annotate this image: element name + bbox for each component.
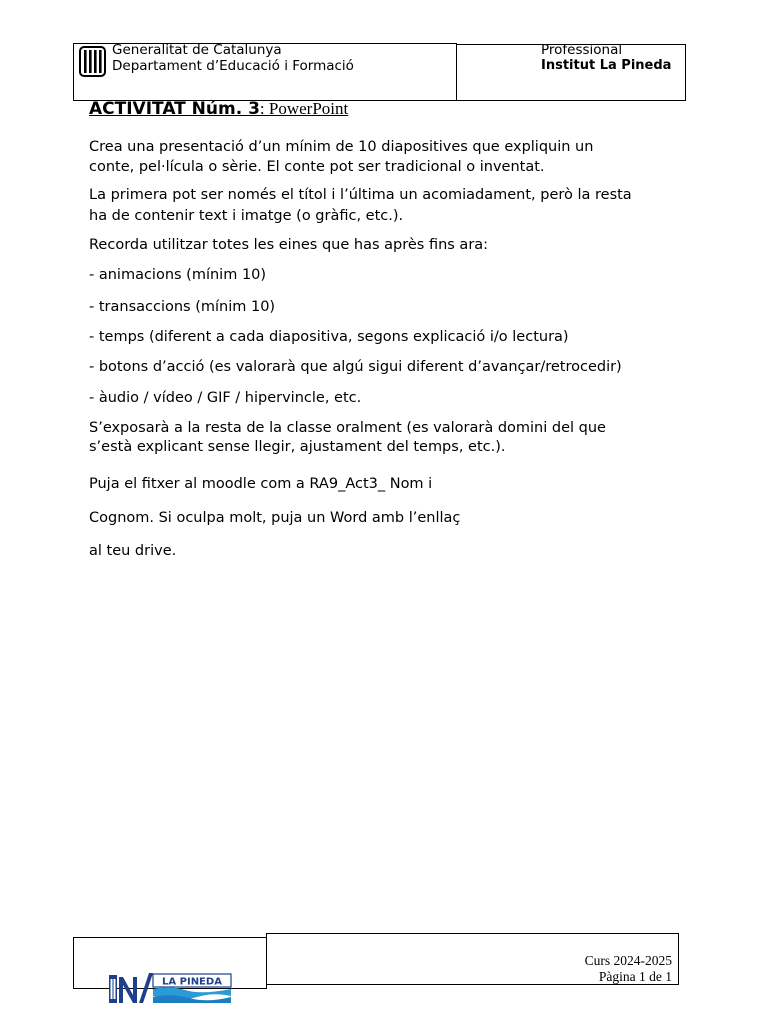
- paragraph-2-line-1: La primera pot ser només el títol i l’última un acomiadament, però la resta: [89, 187, 632, 203]
- list-item: - transaccions (mínim 10): [89, 299, 276, 315]
- paragraph-7: al teu drive.: [89, 543, 177, 559]
- list-item: - animacions (mínim 10): [89, 267, 267, 283]
- paragraph-1-line-2: conte, pel·lícula o sèrie. El conte pot ser tradicional o inventat.: [89, 159, 545, 175]
- header-institute: Institut La Pineda: [541, 58, 672, 73]
- list-item: - botons d’acció (es valorarà que algú sigui diferent d’avançar/retrocedir): [89, 359, 622, 375]
- paragraph-4-line-1: S’exposarà a la resta de la classe oralment (es valorarà domini del que: [89, 420, 606, 436]
- list-item: - temps (diferent a cada diapositiva, segons explicació i/o lectura): [89, 329, 569, 345]
- paragraph-1-line-1: Crea una presentació d’un mínim de 10 diapositives que expliquin un: [89, 139, 594, 155]
- activity-title: [89, 99, 348, 119]
- header-professional: Professional: [541, 42, 623, 58]
- activity-title-number: ACTIVITAT Núm. 3: [89, 99, 260, 119]
- la-pineda-logo-icon: [109, 971, 233, 1005]
- department-name: Departament d’Educació i Formació: [112, 58, 354, 74]
- org-name: Generalitat de Catalunya: [112, 42, 282, 58]
- list-item: - àudio / vídeo / GIF / hipervincle, etc.: [89, 390, 362, 406]
- generalitat-logo-icon: [79, 46, 106, 77]
- footer-course: Curs 2024-2025: [584, 953, 672, 968]
- paragraph-5: Puja el fitxer al moodle com a RA9_Act3_ Nom i: [89, 476, 433, 492]
- footer-page-number: Pàgina 1 de 1: [598, 969, 672, 984]
- paragraph-6: Cognom. Si oculpa molt, puja un Word amb l’enllaç: [89, 510, 461, 526]
- paragraph-2-line-2: ha de contenir text i imatge (o gràfic, etc.).: [89, 208, 404, 224]
- paragraph-4-line-2: s’està explicant sense llegir, ajustament del temps, etc.).: [89, 439, 506, 455]
- logo-text: LA PINEDA: [162, 976, 222, 988]
- activity-title-subject: : PowerPoint: [259, 99, 349, 118]
- paragraph-3: Recorda utilitzar totes les eines que has après fins ara:: [89, 237, 489, 253]
